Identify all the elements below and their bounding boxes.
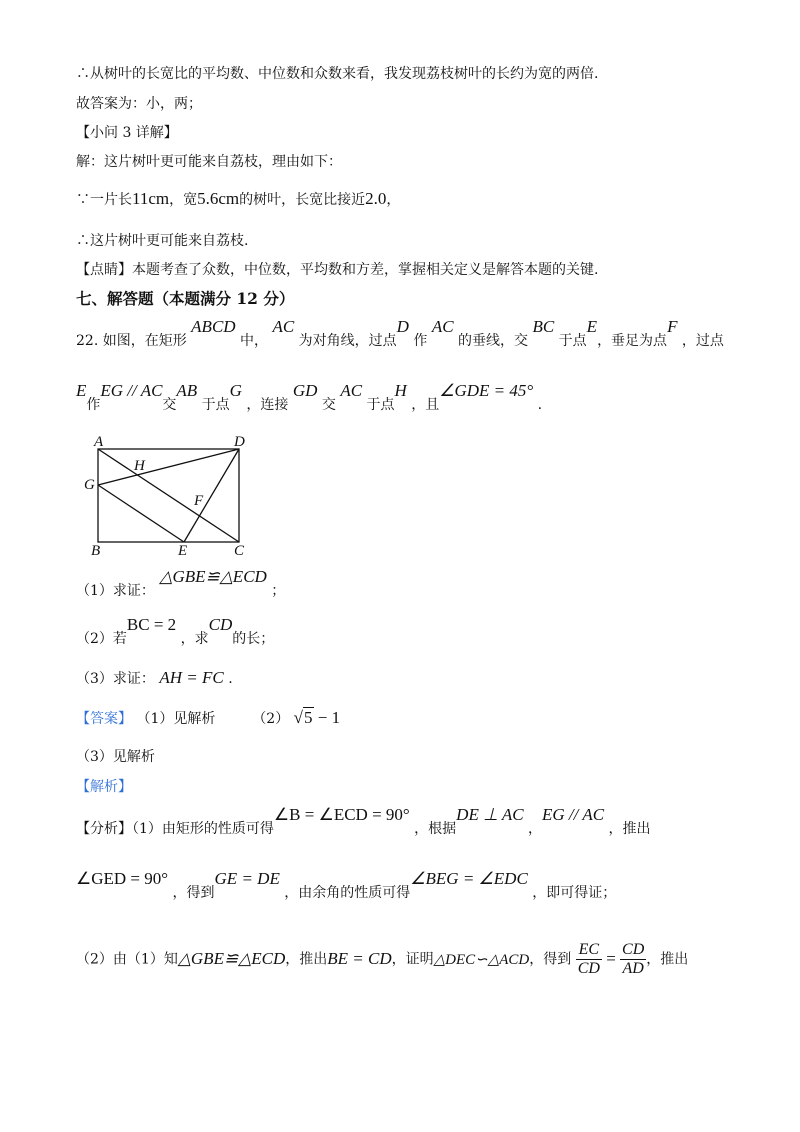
math: EG // AC xyxy=(100,381,163,400)
text: ，推出 xyxy=(608,821,651,837)
math: △GBE≌△ECD xyxy=(159,567,267,586)
text: 于点 xyxy=(558,333,587,349)
text: ，得到 xyxy=(172,885,215,901)
math: 2.0 xyxy=(365,189,387,208)
text: （2）由（1）知 xyxy=(76,951,178,968)
text: （3）求证： xyxy=(76,671,155,687)
math: △GBE≌△ECD xyxy=(177,948,286,968)
text: ，连接 xyxy=(246,397,289,413)
math: ∠B = ∠ECD = 90° xyxy=(273,805,410,824)
math: EG // AC xyxy=(542,805,605,824)
figure-svg xyxy=(82,428,262,558)
text: 于点 xyxy=(201,397,230,413)
text-line: 【小问 3 详解】 xyxy=(76,125,178,141)
math: AC xyxy=(340,381,363,400)
point-label-a: A xyxy=(94,434,104,450)
math: AB xyxy=(176,381,198,400)
text: 的树叶，长宽比接近 xyxy=(239,192,366,208)
text: 作 xyxy=(413,333,428,349)
text: ； xyxy=(271,583,286,599)
point-label-b: B xyxy=(91,543,101,558)
math: E xyxy=(586,317,598,336)
answer-line: （3）见解析 xyxy=(76,749,155,765)
text: ，即可得证； xyxy=(532,885,617,901)
math: BC xyxy=(532,317,555,336)
math: 11cm xyxy=(132,189,170,208)
text: ， xyxy=(528,821,543,837)
text: （2）若 xyxy=(76,631,127,647)
text: ，由余角的性质可得 xyxy=(284,885,411,901)
text: ，推出 xyxy=(646,951,689,968)
point-label-g: G xyxy=(84,477,95,493)
text-line: ∴这片树叶更可能来自荔枝. xyxy=(76,233,249,249)
line-eg xyxy=(98,485,184,542)
point-label-d: D xyxy=(234,434,245,450)
diagonal-ac xyxy=(98,449,239,542)
text: ， xyxy=(386,192,401,208)
analysis-line xyxy=(76,941,688,978)
text: . xyxy=(228,671,233,687)
text-line: 故答案为：小，两； xyxy=(76,96,202,112)
answer-tag: 【答案】 xyxy=(76,711,132,727)
text: 交 xyxy=(162,397,177,413)
question-line xyxy=(76,381,543,415)
math: 5.6cm xyxy=(197,189,240,208)
math: DE ⊥ AC xyxy=(456,805,524,824)
point-label-c: C xyxy=(234,543,245,558)
text: 的长； xyxy=(232,631,275,647)
text: ，得到 xyxy=(529,951,572,968)
text: （2） xyxy=(252,711,290,727)
line-gd xyxy=(98,449,239,485)
text: 【分析】（1）由矩形的性质可得 xyxy=(76,821,274,837)
math: ∠BEG = ∠EDC xyxy=(410,869,528,888)
text-line: ∴从树叶的长宽比的平均数、中位数和众数来看，我发现荔枝树叶的长约为宽的两倍. xyxy=(76,66,599,82)
math: CD xyxy=(208,615,233,634)
line-de xyxy=(184,449,239,542)
math: D xyxy=(396,317,409,336)
text: ，宽 xyxy=(169,192,198,208)
sqrt-expression: √5 − 1 xyxy=(293,708,341,727)
text: ，垂足为点 xyxy=(597,333,668,349)
math: GE = DE xyxy=(214,869,280,888)
text: 中， xyxy=(240,333,269,349)
math: BE = CD xyxy=(327,948,392,968)
math: ∠GED = 90° xyxy=(76,869,169,888)
analysis-line xyxy=(76,869,617,903)
text: ，根据 xyxy=(414,821,457,837)
math: ABCD xyxy=(191,317,236,336)
text: 为对角线，过点 xyxy=(298,333,397,349)
math: H xyxy=(394,381,407,400)
text: 22. 如图，在矩形 xyxy=(76,333,187,349)
question-line xyxy=(76,317,724,351)
answer-line xyxy=(76,708,340,729)
text: . xyxy=(537,397,543,413)
point-label-e: E xyxy=(178,543,188,558)
math: AC xyxy=(431,317,454,336)
fraction-cd-ad: $\frac{CD}{AD}$ xyxy=(622,941,645,977)
section-title: 七、解答题（本题满分 12 分） xyxy=(76,289,295,308)
text: （1）见解析 xyxy=(136,711,216,727)
text: ∵一片长 xyxy=(76,192,132,208)
text: ，证明 xyxy=(391,951,434,968)
question-part-2 xyxy=(76,615,275,649)
point-label-f: F xyxy=(194,493,204,509)
text: 交 xyxy=(321,397,336,413)
text: 作 xyxy=(86,397,101,413)
fraction-ec-cd: $\frac{EC}{CD}$ xyxy=(577,941,600,977)
text-line: 解：这片树叶更可能来自荔枝，理由如下： xyxy=(76,154,342,170)
text-line xyxy=(76,189,400,210)
math: = xyxy=(601,948,621,968)
math: △DEC∽△ACD xyxy=(433,951,530,968)
math: AC xyxy=(272,317,295,336)
text: ，过点 xyxy=(681,333,724,349)
text: ，求 xyxy=(180,631,209,647)
math: E xyxy=(76,381,87,400)
math: G xyxy=(229,381,242,400)
question-part-1 xyxy=(76,567,286,601)
question-part-3 xyxy=(76,668,233,689)
math: BC = 2 xyxy=(126,615,177,634)
math: GD xyxy=(292,381,318,400)
text-line: 【点睛】本题考查了众数，中位数，平均数和方差，掌握相关定义是解答本题的关键. xyxy=(76,262,599,278)
text: 的垂线，交 xyxy=(458,333,529,349)
analysis-line xyxy=(76,805,651,839)
point-label-h: H xyxy=(134,458,145,474)
math: F xyxy=(667,317,678,336)
text: ，推出 xyxy=(285,951,328,968)
text: （1）求证： xyxy=(76,583,155,599)
math: AH = FC xyxy=(159,668,224,687)
geometry-figure xyxy=(82,428,262,562)
text: 于点 xyxy=(366,397,395,413)
analysis-tag: 【解析】 xyxy=(76,779,132,795)
text: ，且 xyxy=(411,397,440,413)
math: ∠GDE = 45° xyxy=(439,381,534,400)
